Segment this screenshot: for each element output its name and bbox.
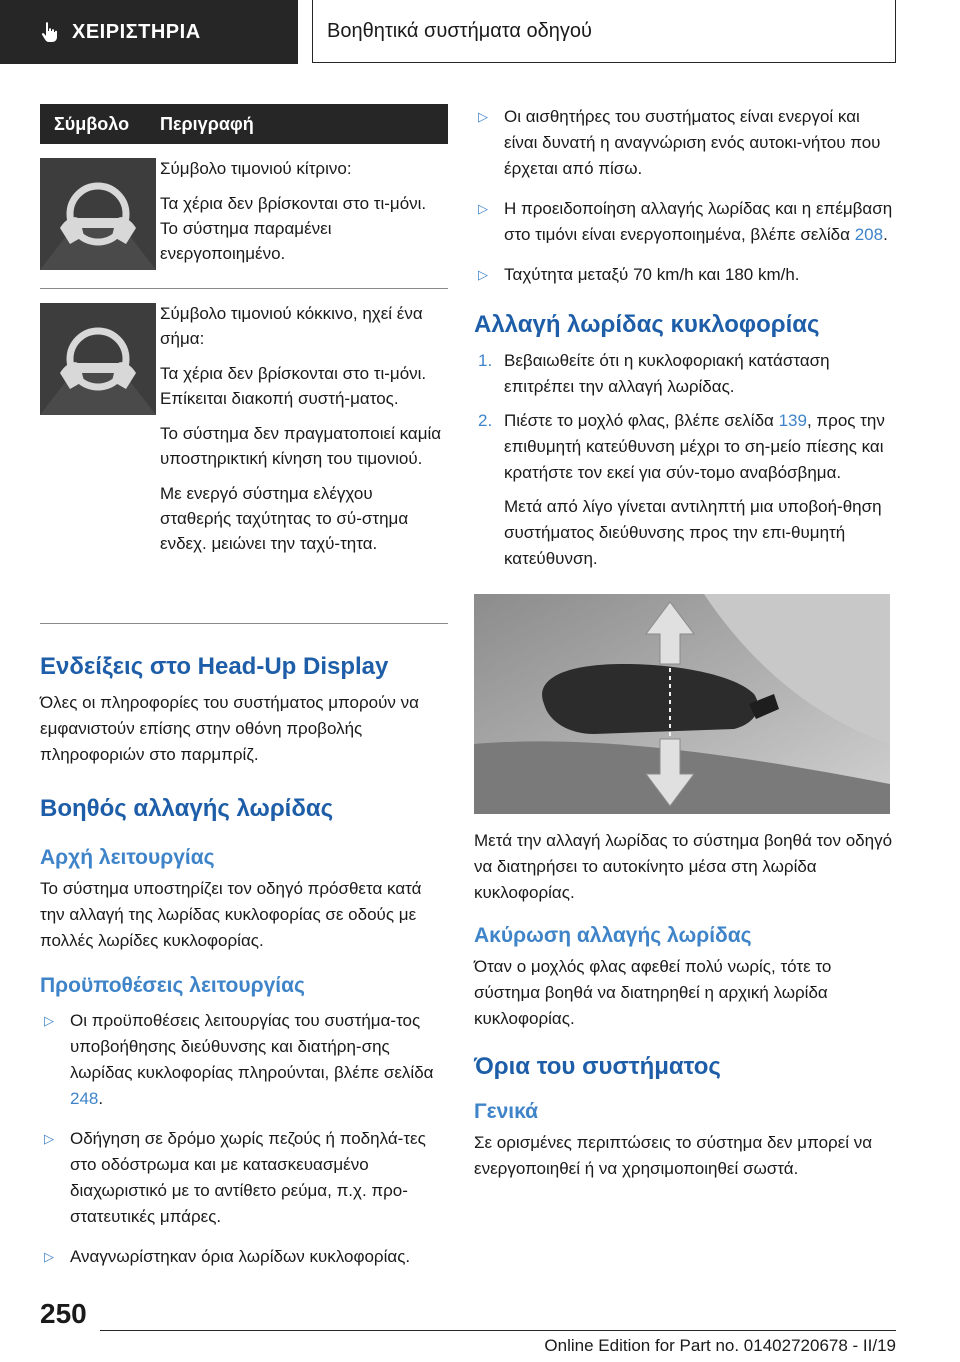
table-row	[40, 144, 448, 289]
turn-signal-lever-image	[474, 594, 890, 814]
triangle-bullet-icon: ▷	[44, 1013, 54, 1028]
limits-heading: Όρια του συστήματος	[474, 1053, 721, 1080]
right-column	[474, 104, 894, 1182]
table-row	[40, 289, 448, 624]
general-heading: Γενικά	[474, 1100, 539, 1123]
prereq-heading: Προϋποθέσεις λειτουργίας	[40, 974, 305, 997]
list-item: 1. Βεβαιωθείτε ότι η κυκλοφοριακή κατάσταση επιτρέπει την αλλαγή λωρίδας.	[478, 351, 830, 396]
list-item: 2. Πιέστε το μοχλό φλας, βλέπε σελίδα 139, προς την επιθυμητή κατεύθυνση μέχρι το ση-μείο πίεσης και κρατήστε τον εκεί για σύν-τομο αναβόσβημα.	[478, 411, 885, 482]
row2-line1: Σύμβολο τιμονιού κόκκινο, ηχεί ένα σήμα:	[160, 304, 423, 348]
row2-line4: Με ενεργό σύστημα ελέγχου σταθερής ταχύτητας το σύ-στημα ενδεχ. μειώνει την ταχύ-τητα.	[160, 484, 409, 553]
row1-line2: Τα χέρια δεν βρίσκονται στο τι-μόνι. Το σύστημα παραμένει ενεργοποιημένο.	[160, 194, 427, 263]
left-column	[40, 104, 448, 1284]
steering-wheel-red-icon	[40, 303, 156, 415]
section-tab-label: Βοηθητικά συστήματα οδηγού	[327, 19, 592, 42]
lane-change-heading: Αλλαγή λωρίδας κυκλοφορίας	[474, 311, 820, 338]
prereq-list	[40, 1008, 448, 1270]
page-header	[0, 0, 960, 64]
general-text: Σε ορισμένες περιπτώσεις το σύστημα δεν μπορεί να ενεργοποιηθεί ή να χρησιμοποιηθεί σωστά.	[474, 1133, 873, 1178]
col-symbol-header: Σύμβολο	[40, 104, 160, 144]
page-link[interactable]: 139	[778, 411, 807, 430]
list-item: ▷ Αναγνωρίστηκαν όρια λωρίδων κυκλοφορίας.	[40, 1244, 448, 1270]
steps-list	[474, 348, 894, 486]
step2-note: Μετά από λίγο γίνεται αντιληπτή μια υποβοή-θηση συστήματος διεύθυνσης προς την επι-θυμητή κατεύθυνση.	[504, 497, 882, 568]
col-description-header: Περιγραφή	[160, 104, 448, 144]
hud-heading: Ενδείξεις στο Head-Up Display	[40, 653, 389, 680]
triangle-bullet-icon: ▷	[478, 109, 488, 124]
triangle-bullet-icon: ▷	[478, 201, 488, 216]
symbol-table	[40, 104, 448, 624]
prereq-list-continued	[474, 104, 894, 288]
manual-tab-label: ΧΕΙΡΙΣΤΗΡΙΑ	[72, 20, 201, 43]
steering-wheel-yellow-icon	[40, 158, 156, 270]
list-item: ▷ Η προειδοποίηση αλλαγής λωρίδας και η επέμβαση στο τιμόνι είναι ενεργοποιημένα, βλέπε σελίδα 208.	[474, 196, 894, 248]
after-change-text: Μετά την αλλαγή λωρίδας το σύστημα βοηθά τον οδηγό να διατηρήσει το αυτοκίνητο μέσα στη λωρίδα κυκλοφορίας.	[474, 831, 893, 902]
page-number: 250	[40, 1298, 87, 1329]
footer-edition: Online Edition for Part no. 01402720678 - II/19	[544, 1336, 896, 1355]
lane-assist-heading: Βοηθός αλλαγής λωρίδας	[40, 795, 334, 822]
manual-tab[interactable]	[0, 0, 298, 64]
list-item: ▷ Οι προϋποθέσεις λειτουργίας του συστήμα-τος υποβοήθησης διεύθυνσης και διατήρη-σης λωρίδας κυκλοφορίας πληρούνται, βλέπε σελίδα 248.	[40, 1008, 448, 1112]
row2-line2: Τα χέρια δεν βρίσκονται στο τι-μόνι. Επίκειται διακοπή συστή-ματος.	[160, 364, 427, 408]
hud-text: Όλες οι πληροφορίες του συστήματος μπορούν να εμφανιστούν επίσης στην οθόνη προβολής πληροφοριών στο παρμπρίζ.	[40, 693, 419, 764]
list-item: ▷ Ταχύτητα μεταξύ 70 km/h και 180 km/h.	[474, 262, 894, 288]
row1-line1: Σύμβολο τιμονιού κίτρινο:	[160, 159, 352, 178]
cancel-heading: Ακύρωση αλλαγής λωρίδας	[474, 924, 752, 947]
symbol-table-header	[40, 104, 448, 144]
list-item: ▷ Οι αισθητήρες του συστήματος είναι ενεργοί και είναι δυνατή η αναγνώριση ενός αυτοκι-νήτου που έρχεται από πίσω.	[474, 104, 894, 182]
hand-pointer-icon	[38, 20, 62, 44]
triangle-bullet-icon: ▷	[44, 1131, 54, 1146]
triangle-bullet-icon: ▷	[44, 1249, 54, 1264]
principle-heading: Αρχή λειτουργίας	[40, 846, 215, 869]
footer-divider	[100, 1330, 896, 1331]
principle-text: Το σύστημα υποστηρίζει τον οδηγό πρόσθετα κατά την αλλαγή της λωρίδας κυκλοφορίας σε οδούς με πολλές λωρίδες κυκλοφορίας.	[40, 879, 422, 950]
row2-line3: Το σύστημα δεν πραγματοποιεί καμία υποστηρικτική κίνηση του τιμονιού.	[160, 424, 442, 468]
list-item: ▷ Οδήγηση σε δρόμο χωρίς πεζούς ή ποδηλά-τες στο οδόστρωμα και με κατασκευασμένο διαχωριστικό με το αντίθετο ρεύμα, π.χ. προ-στατευτικές μπάρες.	[40, 1126, 448, 1230]
page-link[interactable]: 208	[854, 225, 884, 244]
triangle-bullet-icon: ▷	[478, 267, 488, 282]
page-link[interactable]: 248	[70, 1089, 99, 1108]
section-tab[interactable]	[312, 0, 896, 63]
cancel-text: Όταν ο μοχλός φλας αφεθεί πολύ νωρίς, τότε το σύστημα βοηθά να διατηρηθεί η αρχική λωρίδα κυκλοφορίας.	[474, 957, 832, 1028]
